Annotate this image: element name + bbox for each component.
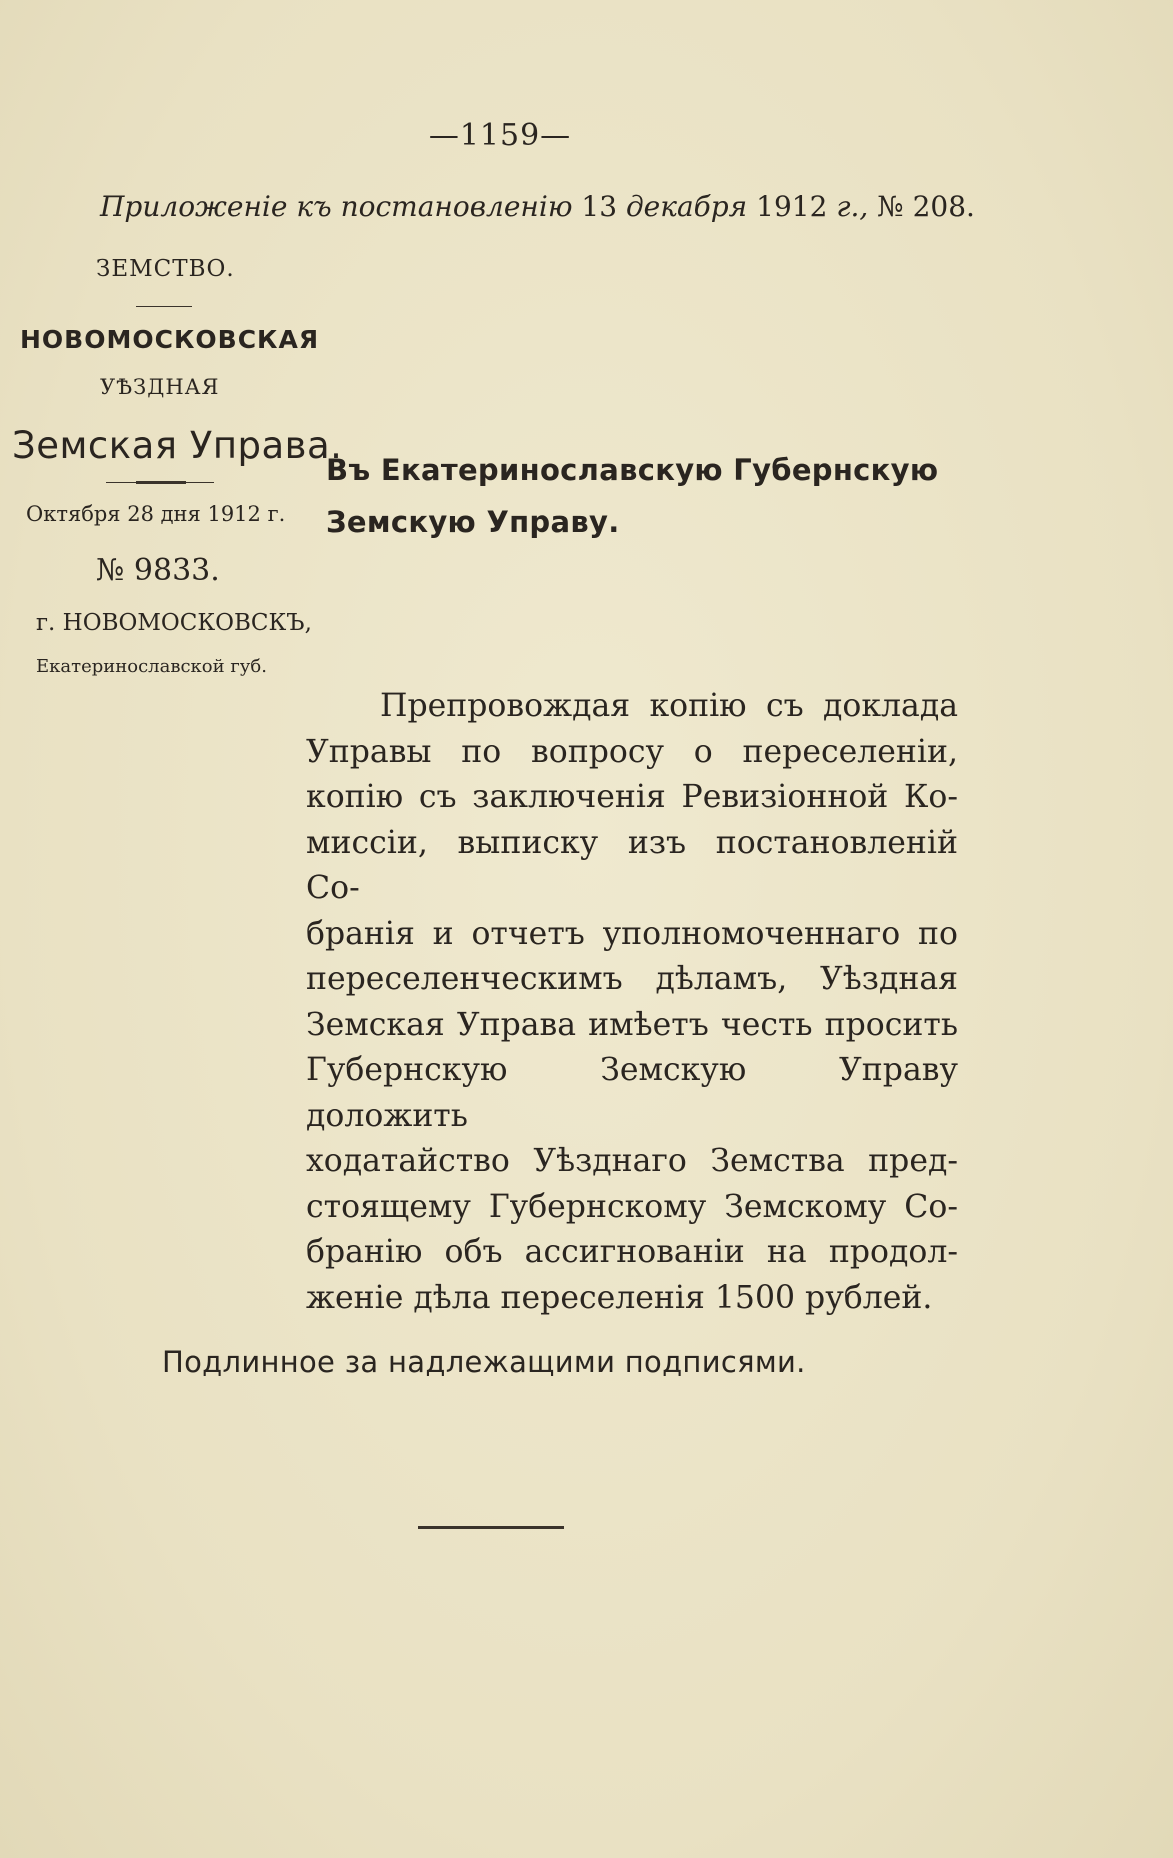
appendix-italic-3: г., <box>836 190 869 223</box>
closing-rule <box>418 1526 564 1529</box>
addressee: Въ Екатеринославскую Губернскую Земскую Управу. <box>326 453 939 539</box>
appendix-year: 1912 <box>756 190 828 223</box>
zemstvo-label: ЗЕМСТВО. <box>96 256 235 282</box>
body-line: бранію объ ассигнованіи на продол- <box>306 1234 958 1270</box>
appendix-italic-2: декабря <box>625 190 748 223</box>
appendix-day: 13 <box>581 190 618 223</box>
body-line: бранія и отчетъ уполномоченнаго по <box>306 915 958 952</box>
body-line: стоящему Губернскому Земскому Со- <box>306 1188 958 1225</box>
uezd-label: УѢЗДНАЯ <box>100 375 220 399</box>
district-name: НОВОМОСКОВСКАЯ <box>20 325 320 354</box>
body-line: женіе дѣла переселенія 1500 рублей. <box>306 1279 933 1316</box>
body-line: переселенческимъ дѣламъ, Уѣздная <box>306 961 958 997</box>
body-line: Препровождая копію съ доклада <box>380 688 958 724</box>
appendix-number: № 208. <box>877 190 975 223</box>
appendix-line <box>100 190 975 223</box>
letter-number: № 9833. <box>96 553 220 588</box>
letter-body <box>306 684 958 1321</box>
body-line: миссіи, выписку изъ постановленій Со- <box>306 824 958 906</box>
sender-city: г. НОВОМОСКОВСКЪ, <box>36 610 312 636</box>
sender-gubernia: Екатеринославской губ. <box>36 656 267 677</box>
body-line: ходатайство Уѣзднаго Земства пред- <box>306 1143 958 1179</box>
body-line: Губернскую Земскую Управу доложить <box>306 1052 958 1134</box>
appendix-italic-1: Приложеніе къ постановленію <box>100 190 573 223</box>
divider <box>136 306 192 307</box>
uprava-title: Земская Управа. <box>12 424 343 467</box>
page-number: —1159— <box>428 118 572 153</box>
divider-thick <box>136 481 186 484</box>
body-line: копію съ заключенія Ревизіонной Ко- <box>306 779 958 815</box>
body-line: Управы по вопросу о переселеніи, <box>306 733 958 770</box>
closing-note: Подлинное за надлежащими подписями. <box>162 1345 806 1379</box>
body-line: Земская Управа имѣетъ честь просить <box>306 1006 958 1043</box>
letter-date: Октября 28 дня 1912 г. <box>26 502 286 526</box>
